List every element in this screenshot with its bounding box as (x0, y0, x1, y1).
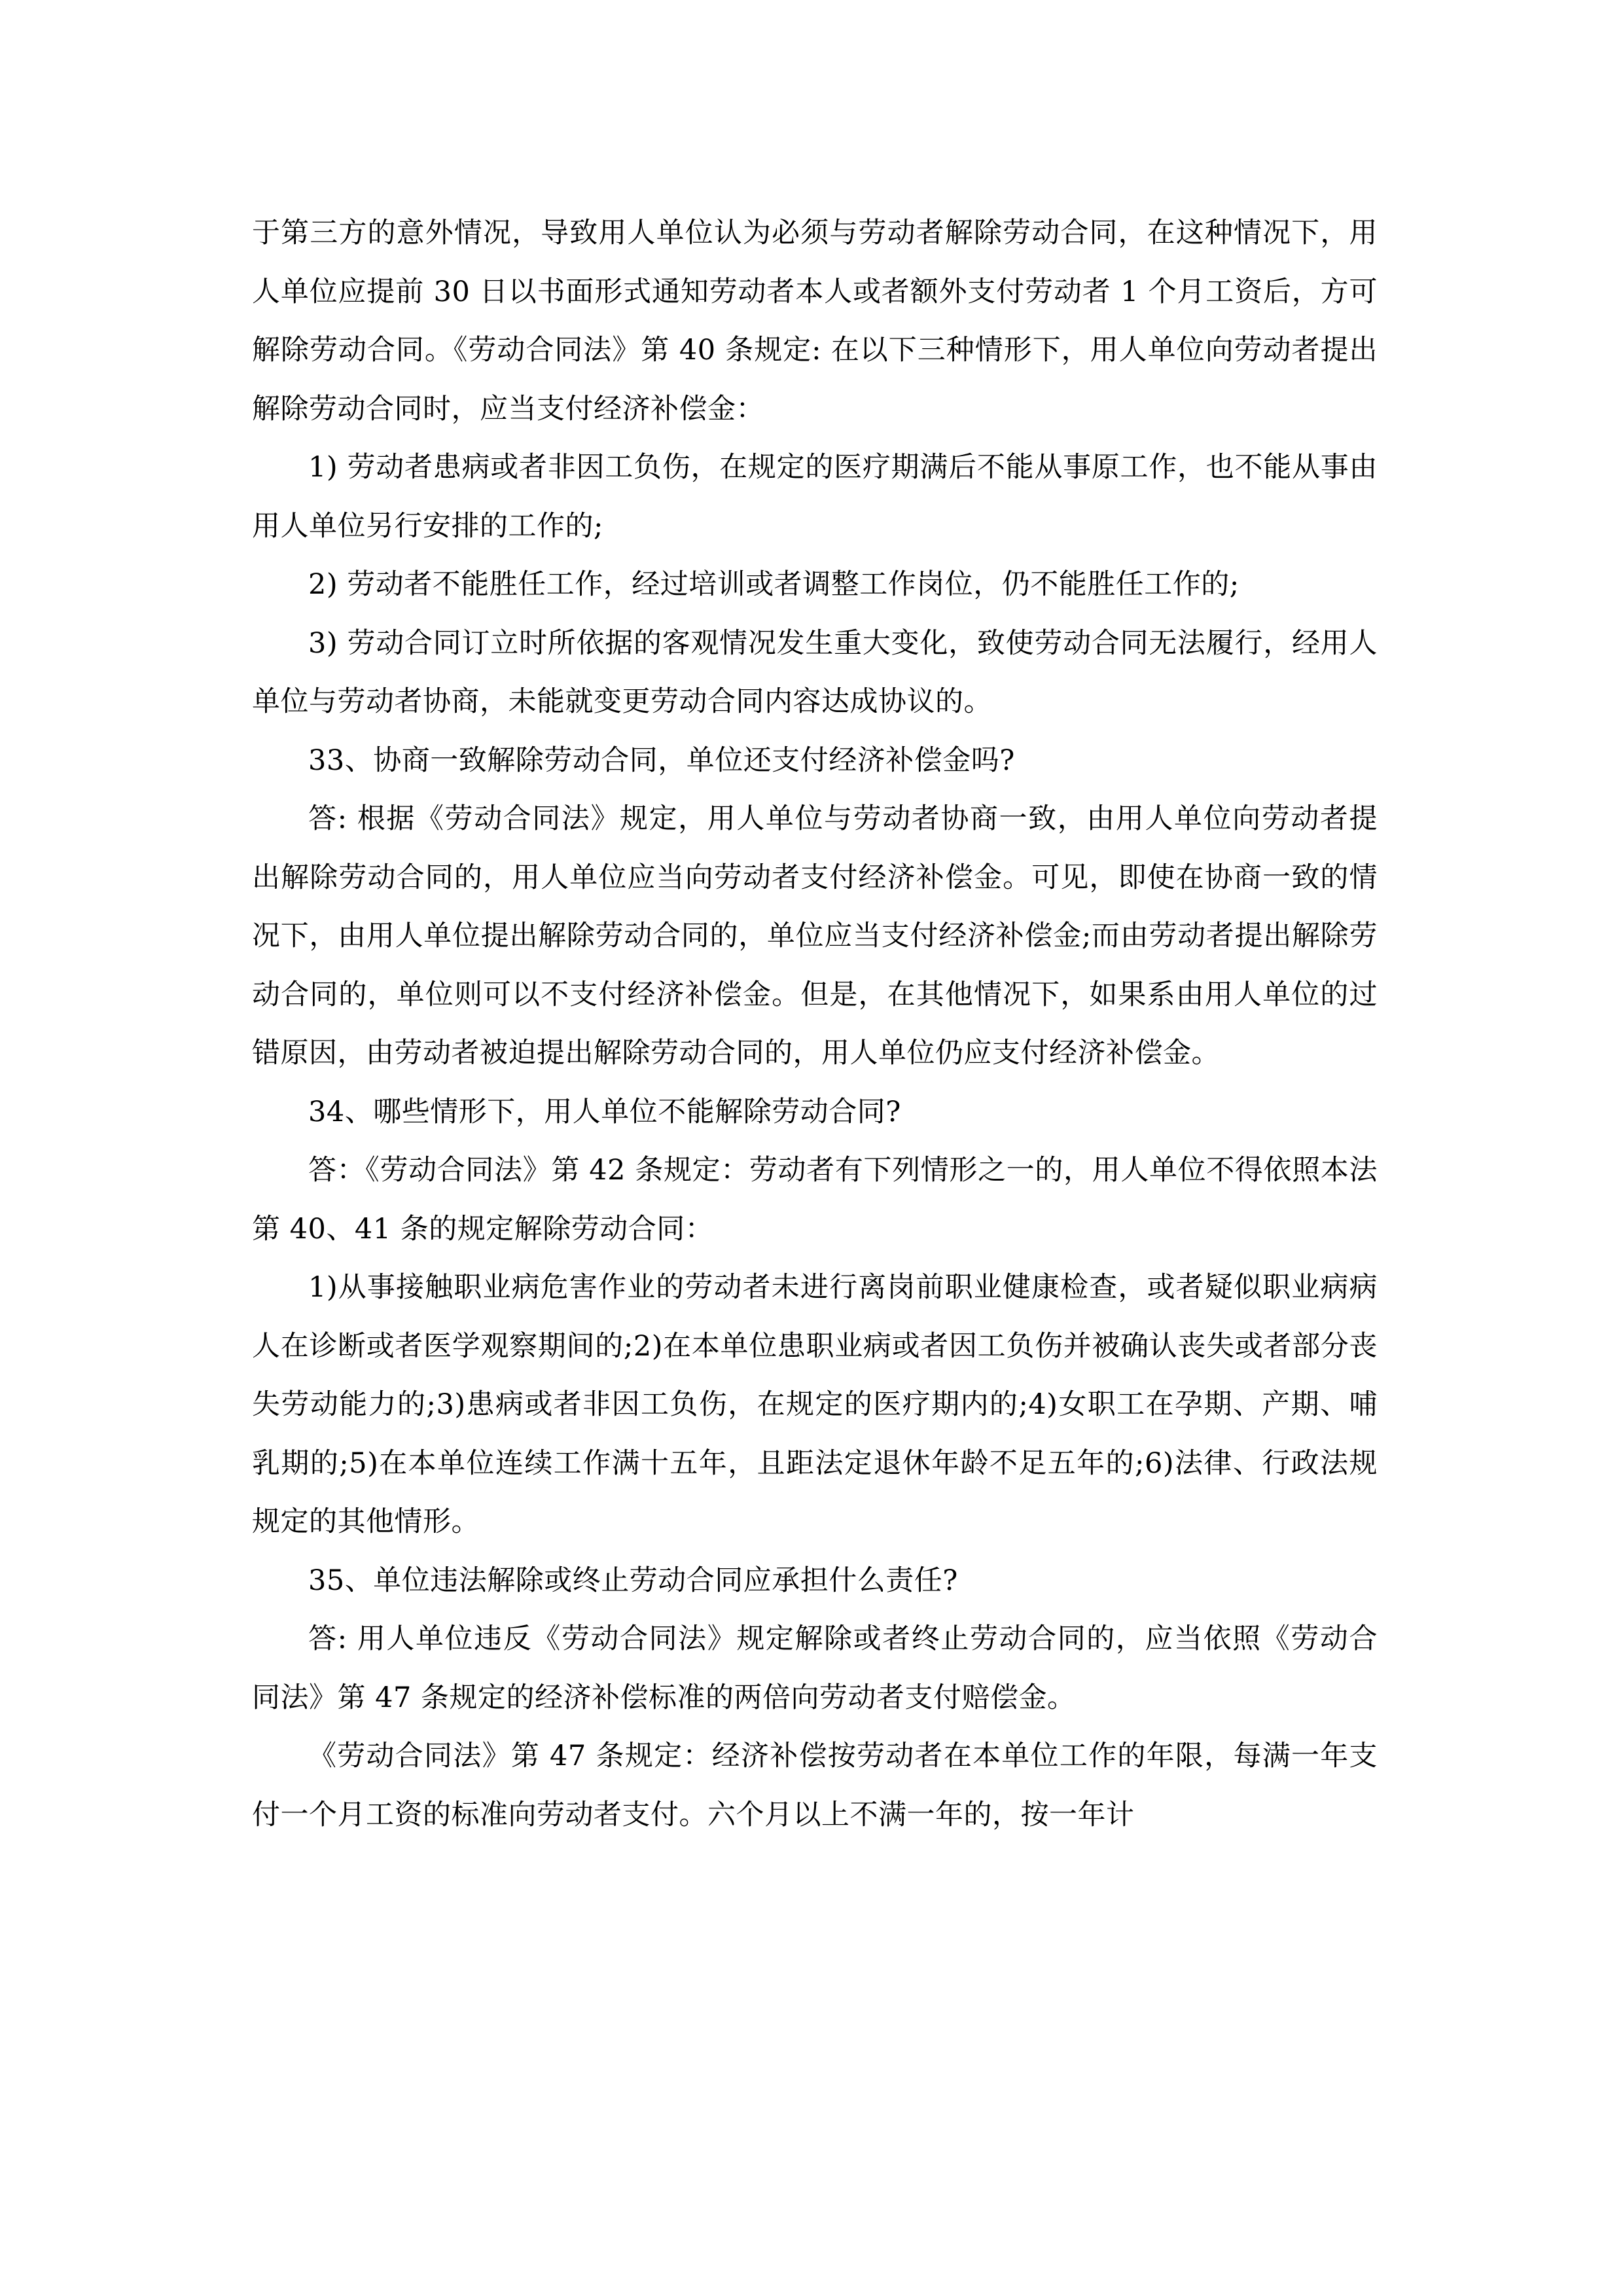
paragraph-item-1: 1) 劳动者患病或者非因工负伤，在规定的医疗期满后不能从事原工作，也不能从事由用人单位另行安排的工作的; (252, 451, 1378, 543)
article-47-paragraph: 《劳动合同法》第 47 条规定：经济补偿按劳动者在本单位工作的年限，每满一年支付一个月工资的标准向劳动者支付。六个月以上不满一年的，按一年计 (252, 1740, 1378, 1831)
question-34: 34、哪些情形下，用人单位不能解除劳动合同? (308, 1095, 901, 1128)
paragraph-item-3: 3) 劳动合同订立时所依据的客观情况发生重大变化，致使劳动合同无法履行，经用人单位与劳动者协商，未能就变更劳动合同内容达成协议的。 (252, 626, 1378, 718)
answer-34: 答：《劳动合同法》第 42 条规定：劳动者有下列情形之一的，用人单位不得依照本法第 40、41 条的规定解除劳动合同： (252, 1154, 1378, 1246)
answer-34-list: 1)从事接触职业病危害作业的劳动者未进行离岗前职业健康检查，或者疑似职业病病人在诊断或者医学观察期间的;2)在本单位患职业病或者因工负伤并被确认丧失或者部分丧失劳动能力的;3)患病或者非因工负伤，在规定的医疗期内的;4)女职工在孕期、产期、哺乳期的;5)在本单位连续工作满十五年，且距法定退休年龄不足五年的;6)法律、行政法规规定的其他情形。 (252, 1271, 1378, 1538)
answer-33: 答: 根据《劳动合同法》规定，用人单位与劳动者协商一致，由用人单位向劳动者提出解除劳动合同的，用人单位应当向劳动者支付经济补偿金。可见，即使在协商一致的情况下，由用人单位提出解除劳动合同的，单位应当支付经济补偿金;而由劳动者提出解除劳动合同的，单位则可以不支付经济补偿金。但是，在其他情况下，如果系由用人单位的过错原因，由劳动者被迫提出解除劳动合同的，用人单位仍应支付经济补偿金。 (252, 802, 1378, 1069)
paragraph-continuation: 于第三方的意外情况，导致用人单位认为必须与劳动者解除劳动合同，在这种情况下，用人单位应提前 30 日以书面形式通知劳动者本人或者额外支付劳动者 1 个月工资后，方可解除劳动合同。《劳动合同法》第 40 条规定: 在以下三种情形下，用人单位向劳动者提出解除劳动合同时，应当支付经济补偿金： (252, 217, 1378, 425)
document-body (252, 204, 1378, 1844)
answer-35: 答: 用人单位违反《劳动合同法》规定解除或者终止劳动合同的，应当依照《劳动合同法》第 47 条规定的经济补偿标准的两倍向劳动者支付赔偿金。 (252, 1623, 1378, 1714)
question-35: 35、单位违法解除或终止劳动合同应承担什么责任? (308, 1564, 958, 1597)
paragraph-item-2: 2) 劳动者不能胜任工作，经过培训或者调整工作岗位，仍不能胜任工作的; (308, 568, 1240, 601)
question-33: 33、协商一致解除劳动合同，单位还支付经济补偿金吗? (308, 744, 1015, 777)
